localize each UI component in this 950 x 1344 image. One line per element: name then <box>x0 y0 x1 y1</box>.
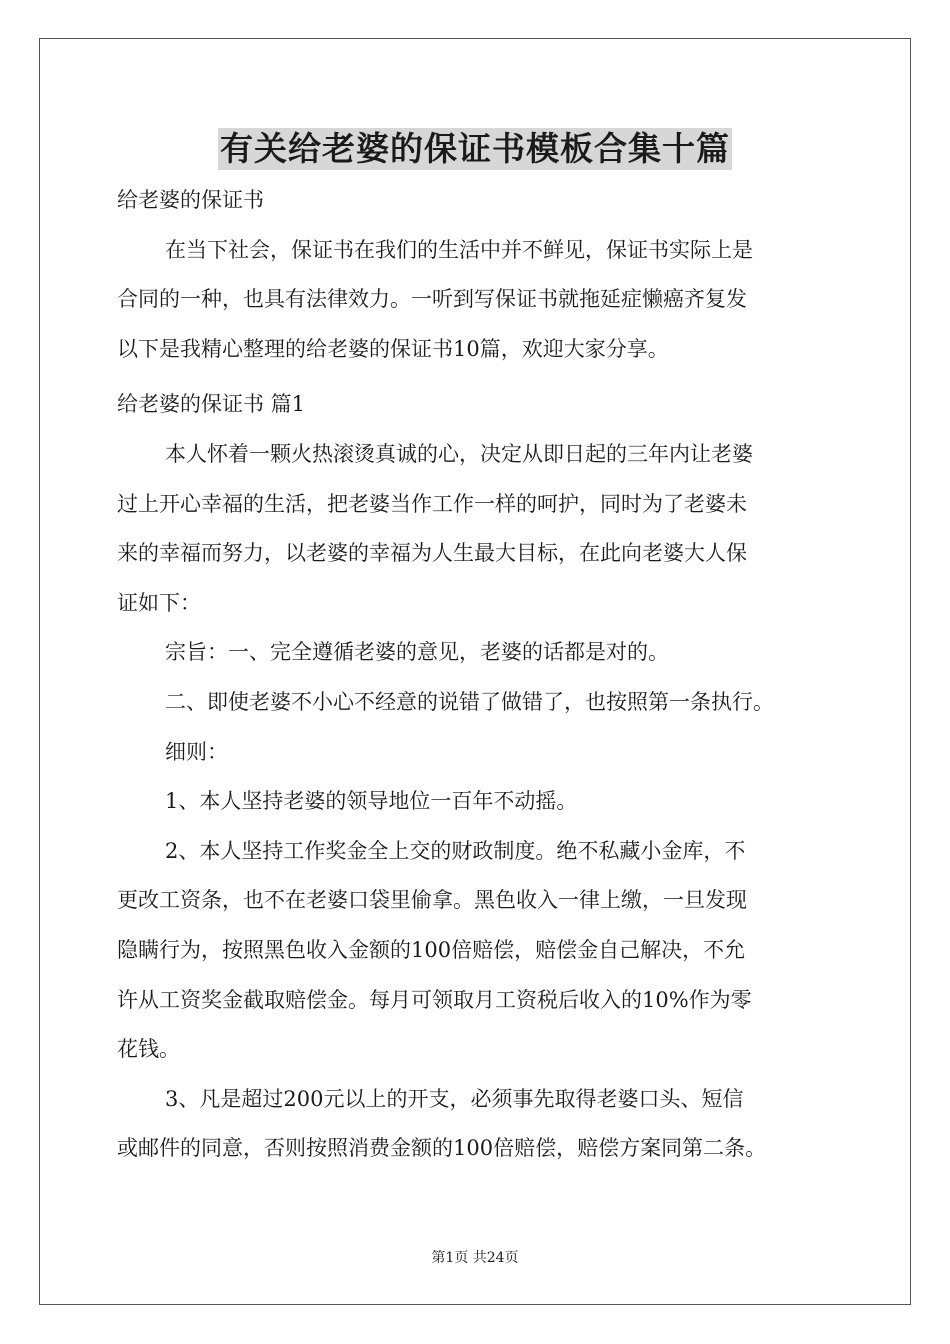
paragraph-line: 合同的一种，也具有法律效力。一听到写保证书就拖延症懒癌齐复发 <box>117 287 747 312</box>
paragraph-line: 给老婆的保证书 篇1 <box>117 392 306 417</box>
paragraph-line: 本人怀着一颗火热滚烫真诚的心，决定从即日起的三年内让老婆 <box>165 441 753 466</box>
paragraph-line: 隐瞒行为，按照黑色收入金额的100倍赔偿，赔偿金自己解决，不允 <box>117 937 746 962</box>
paragraph-line: 在当下社会，保证书在我们的生活中并不鲜见，保证书实际上是 <box>165 237 753 262</box>
paragraph-line: 更改工资条，也不在老婆口袋里偷拿。黑色收入一律上缴，一旦发现 <box>117 888 747 913</box>
paragraph-line: 许从工资奖金截取赔偿金。每月可领取月工资税后收入的10%作为零 <box>117 987 752 1012</box>
paragraph-line: 给老婆的保证书 <box>117 188 264 212</box>
title-container <box>0 128 950 170</box>
paragraph-line: 以下是我精心整理的给老婆的保证书10篇，欢迎大家分享。 <box>117 336 669 361</box>
paragraph-line: 2、本人坚持工作奖金全上交的财政制度。绝不私藏小金库，不 <box>165 838 746 863</box>
paragraph-line: 1、本人坚持老婆的领导地位一百年不动摇。 <box>165 789 578 814</box>
paragraph-line: 来的幸福而努力，以老婆的幸福为人生最大目标，在此向老婆大人保 <box>117 541 747 566</box>
page-footer: 第1页 共24页 <box>431 1250 519 1266</box>
paragraph-line: 二、即使老婆不小心不经意的说错了做错了，也按照第一条执行。 <box>165 689 774 714</box>
paragraph-line: 花钱。 <box>117 1037 180 1062</box>
document-body <box>117 176 837 1174</box>
paragraph-line: 细则： <box>165 739 228 764</box>
paragraph-line: 过上开心幸福的生活，把老婆当作工作一样的呵护，同时为了老婆未 <box>117 491 747 516</box>
document-title: 有关给老婆的保证书模板合集十篇 <box>220 129 730 168</box>
paragraph-line: 3、凡是超过200元以上的开支，必须事先取得老婆口头、短信 <box>165 1086 744 1111</box>
paragraph-line: 宗旨：一、完全遵循老婆的意见，老婆的话都是对的。 <box>165 640 669 665</box>
paragraph-line: 证如下： <box>117 590 201 615</box>
paragraph-line: 或邮件的同意，否则按照消费金额的100倍赔偿，赔偿方案同第二条。 <box>117 1136 767 1161</box>
